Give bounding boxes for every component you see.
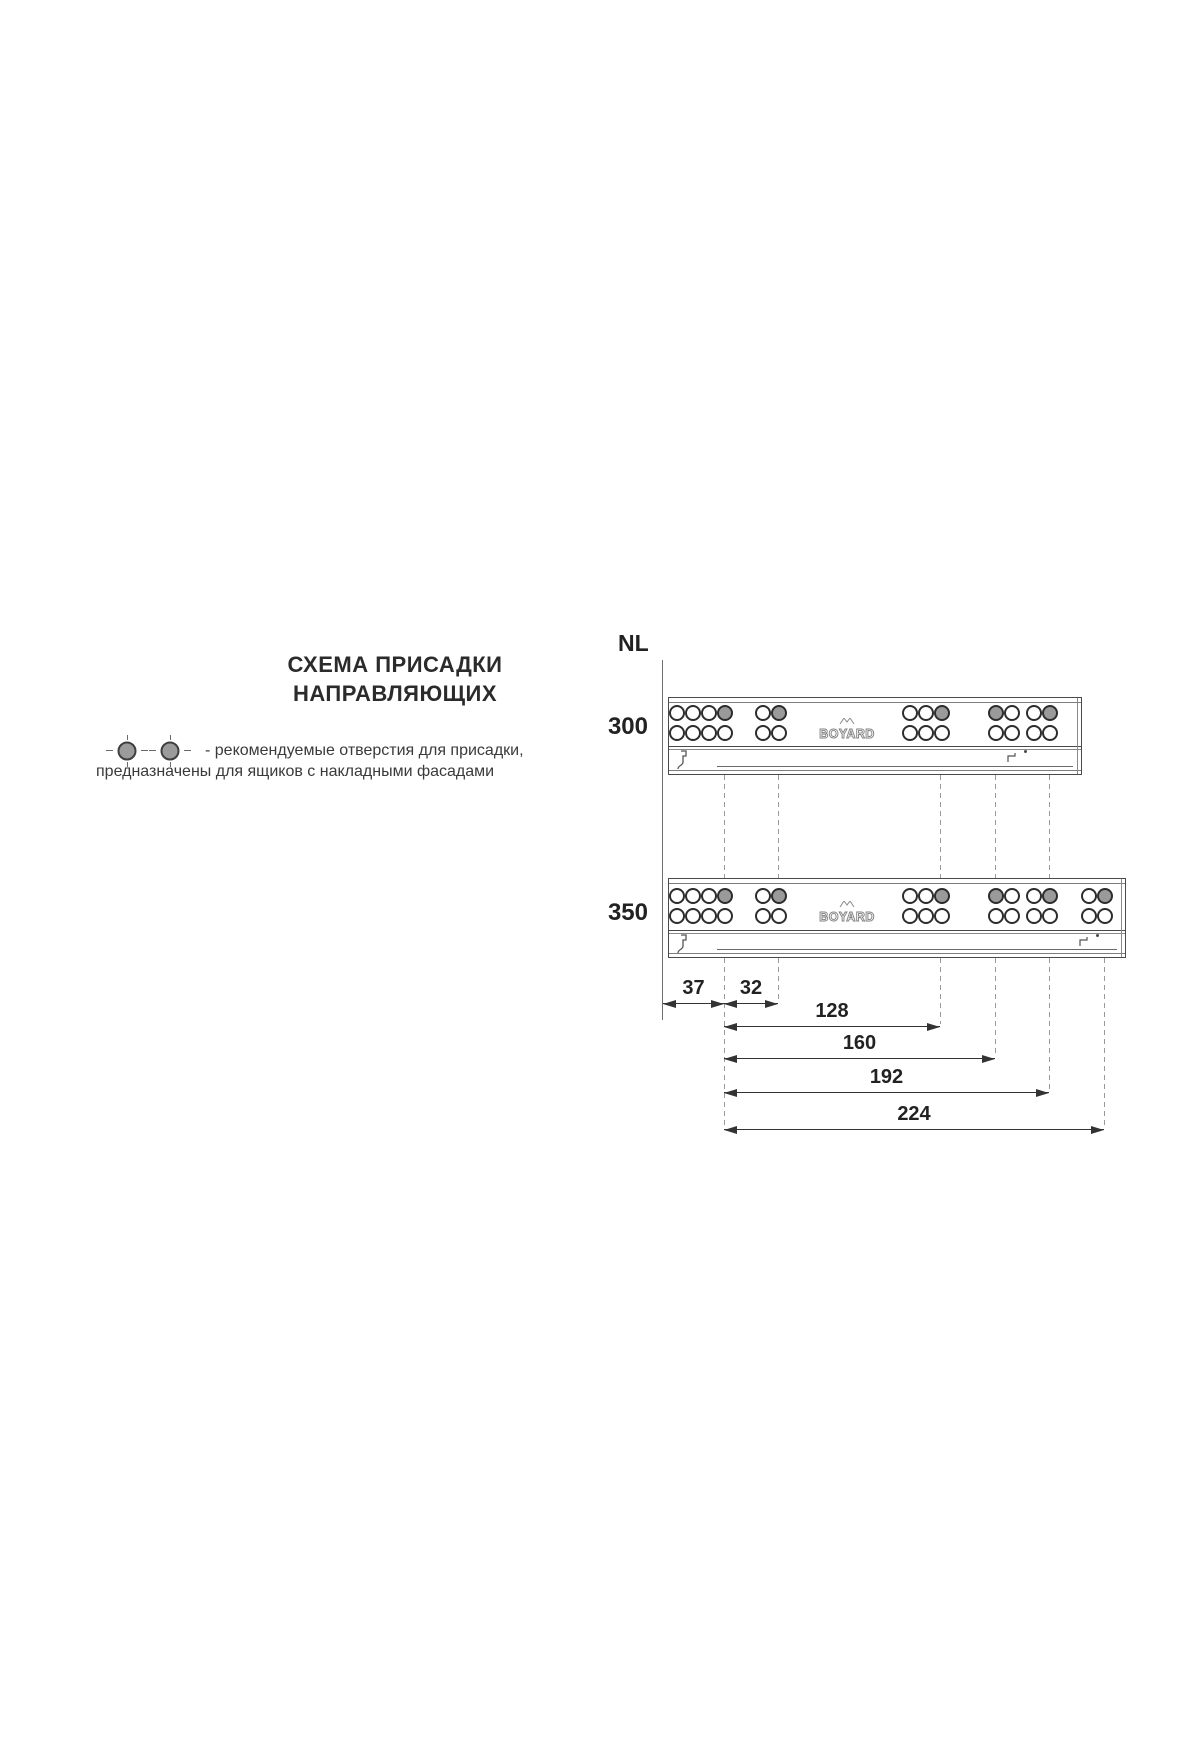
- mounting-hole: [771, 725, 787, 741]
- dimension-line: [724, 1026, 940, 1027]
- drawer-slide-300: [668, 697, 1082, 775]
- recommended-mounting-hole: [771, 888, 787, 904]
- projection-dashed-line: [995, 958, 996, 1056]
- mounting-hole: [755, 725, 771, 741]
- rail-divider-line: [669, 746, 1081, 747]
- dimension-arrow-icon: [724, 1089, 737, 1097]
- dimension-label: 32: [739, 977, 763, 999]
- mounting-hole: [918, 725, 934, 741]
- recommended-mounting-hole: [934, 705, 950, 721]
- rail-bottom-edge-line: [669, 770, 1081, 771]
- projection-dashed-line: [778, 958, 779, 1001]
- projection-dashed-line: [724, 958, 725, 1127]
- recommended-mounting-hole: [771, 705, 787, 721]
- dimension-label: 128: [815, 1000, 849, 1022]
- rail-divider-line: [669, 933, 1125, 934]
- adjustment-tab-icon: [1078, 933, 1090, 944]
- mounting-hole: [685, 888, 701, 904]
- dimension-arrow-icon: [1036, 1089, 1049, 1097]
- mounting-hole: [918, 705, 934, 721]
- recommended-mounting-hole: [988, 705, 1004, 721]
- dimension-line: [724, 1129, 1104, 1130]
- mounting-hole: [755, 908, 771, 924]
- rail-inner-rail-line: [717, 949, 1117, 950]
- mounting-hole: [701, 888, 717, 904]
- projection-dashed-line: [778, 775, 779, 878]
- dimension-arrow-icon: [724, 1000, 737, 1008]
- mounting-hole: [1042, 908, 1058, 924]
- mounting-hole: [717, 908, 733, 924]
- dimension-label: 37: [682, 977, 705, 999]
- dimension-line: [724, 1092, 1049, 1093]
- rail-length-label: 350: [607, 899, 648, 926]
- dimension-arrow-icon: [724, 1055, 737, 1063]
- mounting-hole: [755, 888, 771, 904]
- dimension-label: 160: [842, 1032, 877, 1054]
- rail-end-cap: [1121, 879, 1122, 957]
- mounting-hole: [669, 725, 685, 741]
- page-title-line1: СХЕМА ПРИСАДКИ: [287, 652, 503, 677]
- dimension-arrow-icon: [711, 1000, 724, 1008]
- crosshair-tick-icon: [127, 735, 128, 740]
- mounting-hole: [902, 888, 918, 904]
- mounting-hole: [701, 705, 717, 721]
- mounting-hole: [669, 908, 685, 924]
- nl-reference-line: [662, 660, 663, 1020]
- mounting-hole: [701, 908, 717, 924]
- mounting-hole: [1026, 725, 1042, 741]
- projection-dashed-line: [1104, 958, 1105, 1127]
- mounting-hole: [1026, 888, 1042, 904]
- rivet-dot: [1096, 934, 1099, 937]
- mounting-hole: [701, 725, 717, 741]
- mounting-hole: [1004, 908, 1020, 924]
- mounting-hole: [918, 908, 934, 924]
- rail-divider-line: [669, 749, 1081, 750]
- mounting-hole: [1026, 705, 1042, 721]
- mounting-hole: [988, 908, 1004, 924]
- rail-end-cap: [1077, 698, 1078, 774]
- rail-divider-line: [669, 930, 1125, 931]
- mounting-hole: [755, 705, 771, 721]
- mounting-hole: [918, 888, 934, 904]
- dimension-arrow-icon: [927, 1023, 940, 1031]
- rail-length-label: 300: [607, 713, 648, 740]
- recommended-mounting-hole: [934, 888, 950, 904]
- rail-top-edge-line: [669, 702, 1081, 703]
- mounting-hole: [934, 725, 950, 741]
- dimension-arrow-icon: [663, 1000, 676, 1008]
- mounting-hole: [771, 908, 787, 924]
- brand-logo-text: BOYARD: [819, 727, 875, 741]
- mounting-hole: [902, 908, 918, 924]
- mounting-hole: [1026, 908, 1042, 924]
- locking-lever-icon: [676, 934, 692, 954]
- projection-dashed-line: [1049, 958, 1050, 1090]
- drawer-slide-350: [668, 878, 1126, 958]
- hole-circle-icon: [161, 742, 180, 761]
- locking-lever-icon: [676, 750, 692, 770]
- rivet-dot: [1024, 750, 1027, 753]
- page-title-line2: НАПРАВЛЯЮЩИХ: [292, 681, 498, 706]
- adjustment-tab-icon: [1006, 749, 1018, 760]
- projection-dashed-line: [724, 775, 725, 878]
- rail-top-edge-line: [669, 883, 1125, 884]
- nl-length-label: NL: [618, 630, 649, 656]
- mounting-hole: [902, 725, 918, 741]
- recommended-mounting-hole: [717, 705, 733, 721]
- recommended-mounting-hole: [717, 888, 733, 904]
- mounting-hole: [669, 705, 685, 721]
- legend-text-line1: - рекомендуемые отверстия для присадки,: [205, 742, 524, 759]
- dimension-arrow-icon: [724, 1126, 737, 1134]
- projection-dashed-line: [940, 958, 941, 1024]
- brand-logo-text: BOYARD: [819, 910, 875, 924]
- dimension-arrow-icon: [1091, 1126, 1104, 1134]
- dimension-arrow-icon: [765, 1000, 778, 1008]
- projection-dashed-line: [995, 775, 996, 878]
- mounting-hole: [988, 725, 1004, 741]
- dimension-arrow-icon: [724, 1023, 737, 1031]
- rail-bottom-edge-line: [669, 953, 1125, 954]
- page-title: [150, 650, 640, 708]
- projection-dashed-line: [1049, 775, 1050, 878]
- brand-logo: [812, 711, 882, 740]
- mounting-hole: [1097, 908, 1113, 924]
- mounting-hole: [902, 705, 918, 721]
- mounting-hole: [685, 908, 701, 924]
- mounting-hole: [717, 725, 733, 741]
- mounting-hole: [1081, 888, 1097, 904]
- mounting-hole: [934, 908, 950, 924]
- projection-dashed-line: [940, 775, 941, 878]
- dimension-label: 224: [897, 1103, 931, 1125]
- recommended-mounting-hole: [988, 888, 1004, 904]
- dimension-line: [724, 1058, 995, 1059]
- mounting-hole: [685, 725, 701, 741]
- mounting-hole: [1004, 705, 1020, 721]
- recommended-mounting-hole: [1042, 888, 1058, 904]
- mounting-hole: [669, 888, 685, 904]
- mounting-hole: [1004, 888, 1020, 904]
- mounting-hole: [1004, 725, 1020, 741]
- mounting-hole: [1081, 908, 1097, 924]
- recommended-mounting-hole: [1042, 705, 1058, 721]
- dimension-label: 192: [869, 1066, 904, 1088]
- brand-logo: [812, 894, 882, 923]
- mounting-hole: [685, 705, 701, 721]
- crosshair-tick-icon: [170, 735, 171, 740]
- recommended-mounting-hole: [1097, 888, 1113, 904]
- hole-circle-icon: [118, 742, 137, 761]
- dimension-arrow-icon: [982, 1055, 995, 1063]
- legend-text-line2: предназначены для ящиков с накладными фасадами: [96, 763, 495, 780]
- rail-inner-rail-line: [717, 766, 1073, 767]
- mounting-hole: [1042, 725, 1058, 741]
